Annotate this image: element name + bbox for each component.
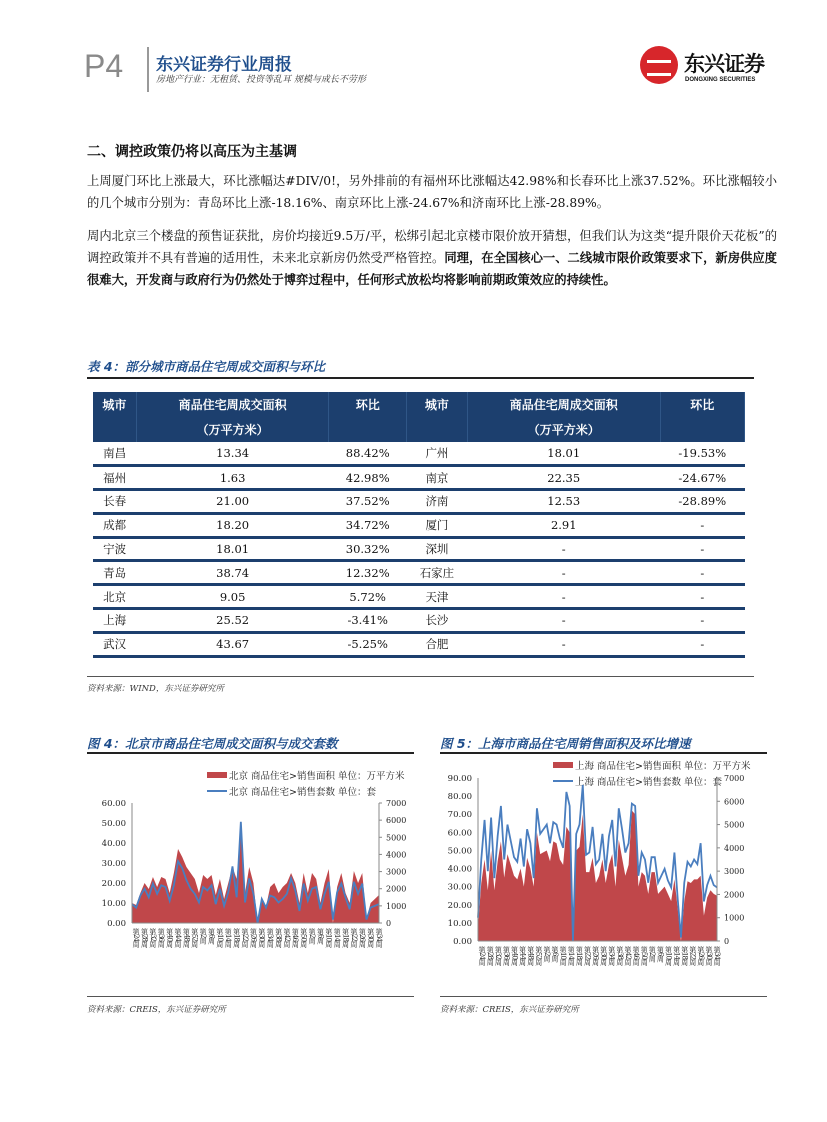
x-tick-label: 第38周 xyxy=(615,946,624,965)
x-tick-label: 第30周 xyxy=(599,946,608,965)
x-tick-label: 第14周 xyxy=(333,928,342,947)
y-right-tick-label: 3000 xyxy=(386,867,407,877)
y-right-tick-label: 6000 xyxy=(724,797,745,807)
x-tick-label: 第18周 xyxy=(341,928,350,947)
y-left-tick-label: 0.00 xyxy=(107,919,126,929)
x-tick-label: 第6周 xyxy=(207,928,216,944)
section-title: 二、调控政策仍将以高压为主基调 xyxy=(87,144,297,160)
table-cell: 南昌 xyxy=(93,442,136,466)
x-tick-label: 第2周 xyxy=(648,946,657,962)
col-header: 商品住宅周成交面积 xyxy=(136,392,329,417)
x-tick-label: 第14周 xyxy=(567,946,576,965)
table-cell: 武汉 xyxy=(93,632,136,656)
paragraph-2-text: 周内北京三个楼盘的预售证获批，房价均接近9.5万/平，松绑引起北京楼市限价放开猜想，但我们认为这类“提升限价天花板”的调控政策并不具有普遍的适用性，未来北京新房仍然受严格管控。 xyxy=(87,229,777,265)
x-tick-label: 第6周 xyxy=(316,928,325,944)
x-tick-label: 第50周 xyxy=(299,928,308,947)
table-cell: 12.53 xyxy=(467,490,660,514)
legend-label: 上海 商品住宅>销售套数 单位：套 xyxy=(575,777,722,788)
table-row xyxy=(93,466,745,490)
col-header: 商品住宅周成交面积 xyxy=(467,392,660,417)
x-tick-label: 第18周 xyxy=(680,946,689,965)
x-tick-label: 第10周 xyxy=(215,928,224,947)
table-cell: - xyxy=(660,561,744,585)
x-tick-label: 第26周 xyxy=(249,928,258,947)
y-right-tick-label: 2000 xyxy=(724,890,745,900)
table-unit-row xyxy=(93,417,745,442)
x-tick-label: 第46周 xyxy=(291,928,300,947)
y-right-tick-label: 0 xyxy=(724,937,730,946)
table-cell: 18.20 xyxy=(136,513,329,537)
y-left-tick-label: 40.00 xyxy=(101,839,126,849)
table-cell: 30.32% xyxy=(329,537,407,561)
y-left-tick-label: 60.00 xyxy=(101,799,126,809)
x-tick-label: 第42周 xyxy=(282,928,291,947)
x-tick-label: 第22周 xyxy=(688,946,697,965)
company-logo xyxy=(640,46,775,92)
x-tick-label: 第34周 xyxy=(607,946,616,965)
table-cell: - xyxy=(467,609,660,633)
y-right-tick-label: 6000 xyxy=(386,816,407,826)
table-cell: 88.42% xyxy=(329,442,407,466)
table-cell: 福州 xyxy=(93,466,136,490)
x-tick-label: 第48周 xyxy=(182,928,191,947)
table-cell: 石家庄 xyxy=(406,561,467,585)
col-header: 城市 xyxy=(406,392,467,417)
table-cell: - xyxy=(467,632,660,656)
source-rule xyxy=(87,996,414,997)
y-right-tick-label: 5000 xyxy=(724,820,745,830)
x-tick-label: 第2周 xyxy=(199,928,208,944)
x-tick-label: 第26周 xyxy=(358,928,367,947)
x-tick-label: 第14周 xyxy=(672,946,681,965)
source-rule xyxy=(87,676,754,677)
table-cell: 34.72% xyxy=(329,513,407,537)
table-caption: 表 4：部分城市商品住宅周成交面积与环比 xyxy=(87,359,326,374)
caption-rule xyxy=(87,377,754,379)
beijing-sales-chart xyxy=(87,760,414,965)
x-tick-label: 第30周 xyxy=(704,946,713,965)
table-cell: 9.05 xyxy=(136,585,329,609)
col-header: 环比 xyxy=(660,392,744,417)
table-cell: - xyxy=(660,513,744,537)
table-cell: 18.01 xyxy=(136,537,329,561)
x-tick-label: 第44周 xyxy=(518,946,527,965)
table-row xyxy=(93,609,745,633)
table-cell: 深圳 xyxy=(406,537,467,561)
x-tick-label: 第52周 xyxy=(190,928,199,947)
table-cell: -19.53% xyxy=(660,442,744,466)
x-tick-label: 第14周 xyxy=(224,928,233,947)
y-right-tick-label: 2000 xyxy=(386,884,407,894)
x-tick-label: 第30周 xyxy=(366,928,375,947)
table-cell: 13.34 xyxy=(136,442,329,466)
y-right-tick-label: 4000 xyxy=(724,843,745,853)
table-cell: -24.67% xyxy=(660,466,744,490)
y-left-tick-label: 20.00 xyxy=(447,900,472,911)
table-cell: 青岛 xyxy=(93,561,136,585)
shanghai-sales-chart xyxy=(440,756,767,971)
table-cell: 成都 xyxy=(93,513,136,537)
col-header: 环比 xyxy=(329,392,407,417)
legend-label: 北京 商品住宅>销售面积 单位：万平方米 xyxy=(229,771,405,782)
x-tick-label: 第6周 xyxy=(550,946,559,962)
table-cell: 合肥 xyxy=(406,632,467,656)
x-tick-label: 第28周 xyxy=(486,946,495,965)
x-tick-label: 第36周 xyxy=(502,946,511,965)
table-row xyxy=(93,537,745,561)
y-right-tick-label: 7000 xyxy=(386,799,407,808)
header-divider xyxy=(147,47,149,92)
x-tick-label: 第10周 xyxy=(559,946,568,965)
table-cell: - xyxy=(467,537,660,561)
table-cell: - xyxy=(660,585,744,609)
x-tick-label: 第40周 xyxy=(510,946,519,965)
y-left-tick-label: 40.00 xyxy=(447,864,472,875)
figure-5-caption: 图 5：上海市商品住宅周销售面积及环比增速 xyxy=(440,736,691,751)
table-row xyxy=(93,490,745,514)
x-tick-label: 第28周 xyxy=(140,928,149,947)
y-right-tick-label: 1000 xyxy=(724,913,745,923)
table-cell: 12.32% xyxy=(329,561,407,585)
paragraph-2 xyxy=(87,225,777,291)
table-cell: 22.35 xyxy=(467,466,660,490)
x-tick-label: 第6周 xyxy=(656,946,665,962)
table-cell: -28.89% xyxy=(660,490,744,514)
table-row xyxy=(93,442,745,466)
x-tick-label: 第50周 xyxy=(640,946,649,965)
logo-emblem-icon xyxy=(640,46,678,84)
page-number: P4 xyxy=(84,48,124,84)
logo-text: 东兴证券 xyxy=(684,52,764,76)
table-row xyxy=(93,561,745,585)
table-cell: 广州 xyxy=(406,442,467,466)
x-tick-label: 第18周 xyxy=(232,928,241,947)
x-tick-label: 第26周 xyxy=(696,946,705,965)
figure-4-caption: 图 4：北京市商品住宅周成交面积与成交套数 xyxy=(87,736,338,751)
x-tick-label: 第2周 xyxy=(542,946,551,962)
legend-label: 上海 商品住宅>销售面积 单位：万平方米 xyxy=(575,761,751,772)
table-cell: - xyxy=(660,609,744,633)
table-cell: 2.91 xyxy=(467,513,660,537)
x-tick-label: 第26周 xyxy=(591,946,600,965)
x-tick-label: 第34周 xyxy=(266,928,275,947)
table-cell: -3.41% xyxy=(329,609,407,633)
table-row xyxy=(93,585,745,609)
logo-english: DONGXING SECURITIES xyxy=(685,77,756,83)
x-tick-label: 第22周 xyxy=(349,928,358,947)
unit-label: （万平方米） xyxy=(136,417,329,442)
table-cell: 21.00 xyxy=(136,490,329,514)
x-tick-label: 第46周 xyxy=(631,946,640,965)
table-cell: - xyxy=(467,585,660,609)
table-cell: 南京 xyxy=(406,466,467,490)
y-left-tick-label: 0.00 xyxy=(453,937,472,947)
legend-swatch-area xyxy=(553,762,573,768)
table-header-row xyxy=(93,392,745,417)
city-sales-table xyxy=(93,392,745,658)
table-row xyxy=(93,632,745,656)
table-cell: 宁波 xyxy=(93,537,136,561)
y-right-tick-label: 5000 xyxy=(386,833,407,843)
table-cell: 37.52% xyxy=(329,490,407,514)
y-left-tick-label: 80.00 xyxy=(447,792,472,803)
y-right-tick-label: 4000 xyxy=(386,850,407,860)
x-tick-label: 第18周 xyxy=(575,946,584,965)
table-cell: 济南 xyxy=(406,490,467,514)
y-right-tick-label: 0 xyxy=(386,919,392,928)
table-cell: 长春 xyxy=(93,490,136,514)
table-cell: 5.72% xyxy=(329,585,407,609)
table-source: 资料来源：WIND，东兴证券研究所 xyxy=(87,684,224,694)
table-cell: 43.67 xyxy=(136,632,329,656)
x-tick-label: 第42周 xyxy=(623,946,632,965)
y-left-tick-label: 60.00 xyxy=(447,828,472,839)
y-left-tick-label: 70.00 xyxy=(447,810,472,821)
table-cell: 25.52 xyxy=(136,609,329,633)
x-tick-label: 第48周 xyxy=(526,946,535,965)
x-tick-label: 第38周 xyxy=(274,928,283,947)
legend-label: 北京 商品住宅>销售套数 单位：套 xyxy=(229,787,376,798)
x-tick-label: 第36周 xyxy=(157,928,166,947)
table-cell: 1.63 xyxy=(136,466,329,490)
table-cell: 厦门 xyxy=(406,513,467,537)
x-tick-label: 第32周 xyxy=(494,946,503,965)
y-right-tick-label: 7000 xyxy=(724,774,745,783)
x-tick-label: 第22周 xyxy=(583,946,592,965)
table-cell: 18.01 xyxy=(467,442,660,466)
x-tick-label: 第34周 xyxy=(713,946,721,965)
y-left-tick-label: 30.00 xyxy=(447,882,472,893)
figure-5-source: 资料来源：CREIS，东兴证券研究所 xyxy=(440,1005,579,1015)
table-row xyxy=(93,513,745,537)
x-tick-label: 第34周 xyxy=(375,928,383,947)
col-header: 城市 xyxy=(93,392,136,417)
y-right-tick-label: 3000 xyxy=(724,867,745,877)
y-right-tick-label: 1000 xyxy=(386,901,407,911)
x-tick-label: 第44周 xyxy=(173,928,182,947)
y-left-tick-label: 20.00 xyxy=(101,879,126,889)
legend-swatch-area xyxy=(207,772,227,778)
table-cell: 长沙 xyxy=(406,609,467,633)
x-tick-label: 第30周 xyxy=(257,928,266,947)
y-left-tick-label: 50.00 xyxy=(447,846,472,857)
x-tick-label: 第24周 xyxy=(132,928,140,947)
x-tick-label: 第22周 xyxy=(240,928,249,947)
caption-rule xyxy=(87,752,414,754)
table-cell: 42.98% xyxy=(329,466,407,490)
y-left-tick-label: 10.00 xyxy=(101,899,126,909)
y-left-tick-label: 50.00 xyxy=(101,819,126,829)
paragraph-2-bold: 同理，在全国核心一、二线城市限价政策要求下，新房供应度很难大，开发商与政府行为仍然处于博弈过程中，任何形式放松均将影响前期政策效应的持续性。 xyxy=(87,251,777,287)
caption-rule xyxy=(440,752,767,754)
paragraph-1: 上周厦门环比上涨最大，环比涨幅达#DIV/0!，另外排前的有福州环比涨幅达42.98%和长春环比上涨37.52%。环比涨幅较小的几个城市分别为：青岛环比上涨-18.16%、南京环比上涨-24.67%和济南环比上涨-28.89%。 xyxy=(87,174,777,210)
x-tick-label: 第2周 xyxy=(307,928,316,944)
x-tick-label: 第10周 xyxy=(324,928,333,947)
x-tick-label: 第24周 xyxy=(478,946,486,965)
table-cell: 38.74 xyxy=(136,561,329,585)
x-tick-label: 第32周 xyxy=(148,928,157,947)
figure-4-source: 资料来源：CREIS，东兴证券研究所 xyxy=(87,1005,226,1015)
x-tick-label: 第52周 xyxy=(534,946,543,965)
y-left-tick-label: 30.00 xyxy=(101,859,126,869)
table-cell: - xyxy=(660,632,744,656)
y-left-tick-label: 90.00 xyxy=(447,774,472,784)
table-cell: 北京 xyxy=(93,585,136,609)
y-left-tick-label: 10.00 xyxy=(447,918,472,929)
report-subtitle: 房地产行业：无租赁、投资等乱耳 规模与成长不劳形 xyxy=(156,75,366,85)
table-cell: - xyxy=(660,537,744,561)
x-tick-label: 第10周 xyxy=(664,946,673,965)
unit-label: （万平方米） xyxy=(467,417,660,442)
table-cell: 天津 xyxy=(406,585,467,609)
table-cell: 上海 xyxy=(93,609,136,633)
table-cell: -5.25% xyxy=(329,632,407,656)
x-tick-label: 第40周 xyxy=(165,928,174,947)
report-title: 东兴证券行业周报 xyxy=(156,55,292,75)
source-rule xyxy=(440,996,767,997)
table-cell: - xyxy=(467,561,660,585)
